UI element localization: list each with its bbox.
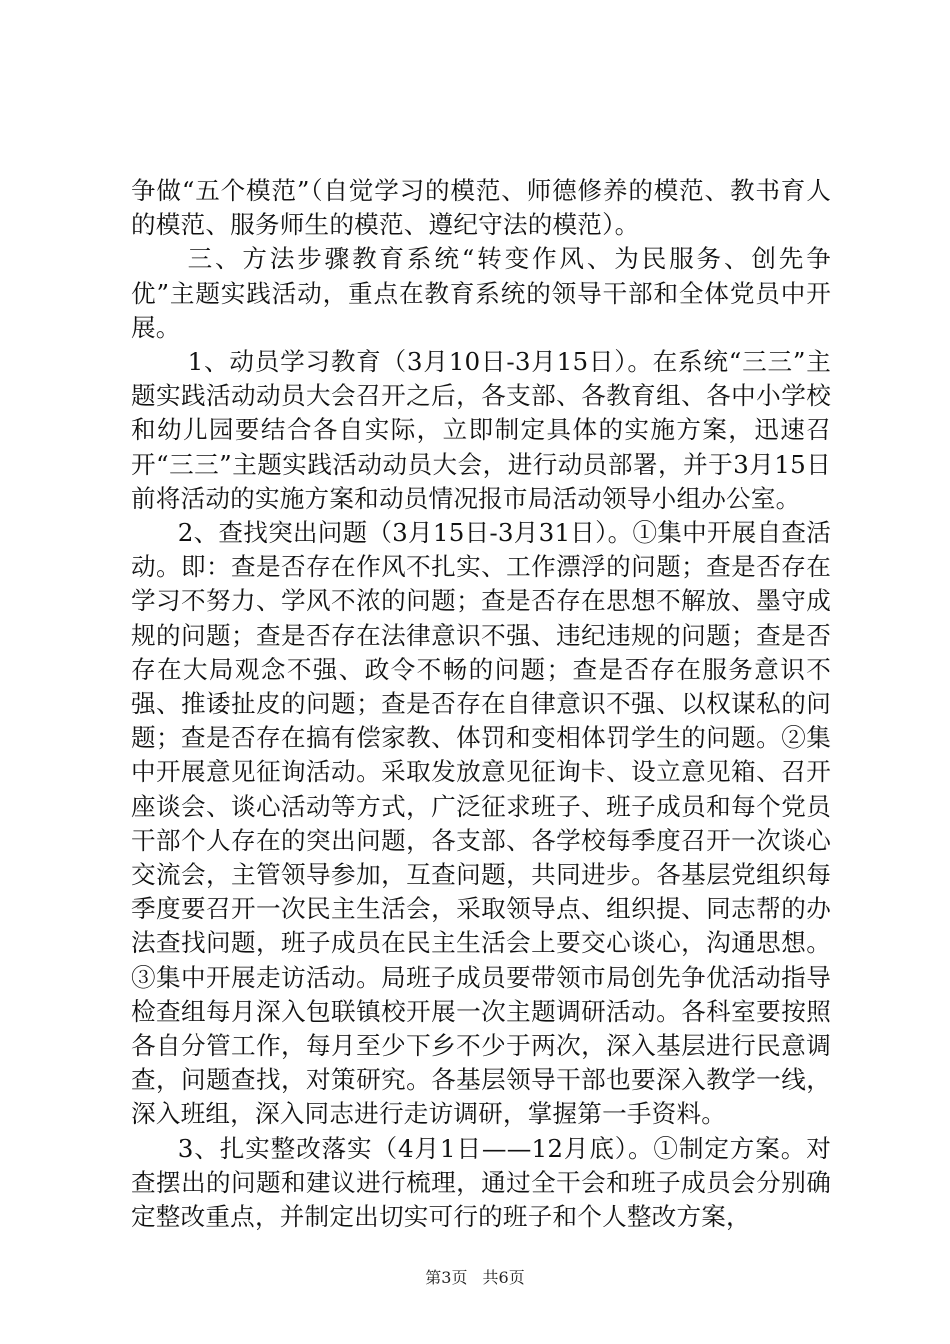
page-number: 第3页 xyxy=(425,1268,468,1287)
paragraph-section-three-methods: 三、方法步骤教育系统“转变作风、为民服务、创先争优”主题实践活动，重点在教育系统的领导干部和全体党员中开展。 xyxy=(131,244,831,342)
document-body xyxy=(131,174,831,1234)
page-total: 共6页 xyxy=(482,1268,525,1287)
paragraph-step-three-rectification: 3、扎实整改落实（4月1日——12月底）。①制定方案。对查摆出的问题和建议进行梳理，通过全干会和班子成员会分别确定整改重点，并制定出切实可行的班子和个人整改方案， xyxy=(131,1133,831,1232)
paragraph-step-two-find-problems: 2、查找突出问题（3月15日-3月31日）。①集中开展自查活动。即：查是否存在作风不扎实、工作漂浮的问题；查是否存在学习不努力、学风不浓的问题；查是否存在思想不解放、墨守成规的问题；查是否存在法律意识不强、违纪违规的问题；查是否存在大局观念不强、政令不畅的问题；查是否存在服务意识不强、推诿扯皮的问题；查是否存在自律意识不强、以权谋私的问题；查是否存在搞有偿家教、体罚和变相体罚学生的问题。②集中开展意见征询活动。采取发放意见征询卡、设立意见箱、召开座谈会、谈心活动等方式，广泛征求班子、班子成员和每个党员干部个人存在的突出问题，各支部、各学校每季度召开一次谈心交流会，主管领导参加，互查问题，共同进步。各基层党组织每季度要召开一次民主生活会，采取领导点、组织提、同志帮的办法查找问题，班子成员在民主生活会上要交心谈心，沟通思想。③集中开展走访活动。局班子成员要带领市局创先争优活动指导检查组每月深入包联镇校开展一次主题调研活动。各科室要按照各自分管工作，每月至少下乡不少于两次，深入基层进行民意调查，问题查找，对策研究。各基层领导干部也要深入教学一线，深入班组，深入同志进行走访调研，掌握第一手资料。 xyxy=(131,518,831,1129)
paragraph-step-one-mobilization: 1、动员学习教育（3月10日-3月15日）。在系统“三三”主题实践活动动员大会召开之后，各支部、各教育组、各中小学校和幼儿园要结合各自实际，立即制定具体的实施方案，迅速召开“三三”主题实践活动动员大会，进行动员部署，并于3月15日前将活动的实施方案和动员情况报市局活动领导小组办公室。 xyxy=(131,347,831,513)
paragraph-five-models: 争做“五个模范”（自觉学习的模范、师德修养的模范、教书育人的模范、服务师生的模范、遵纪守法的模范）。 xyxy=(131,176,831,240)
page-footer xyxy=(0,1268,950,1288)
